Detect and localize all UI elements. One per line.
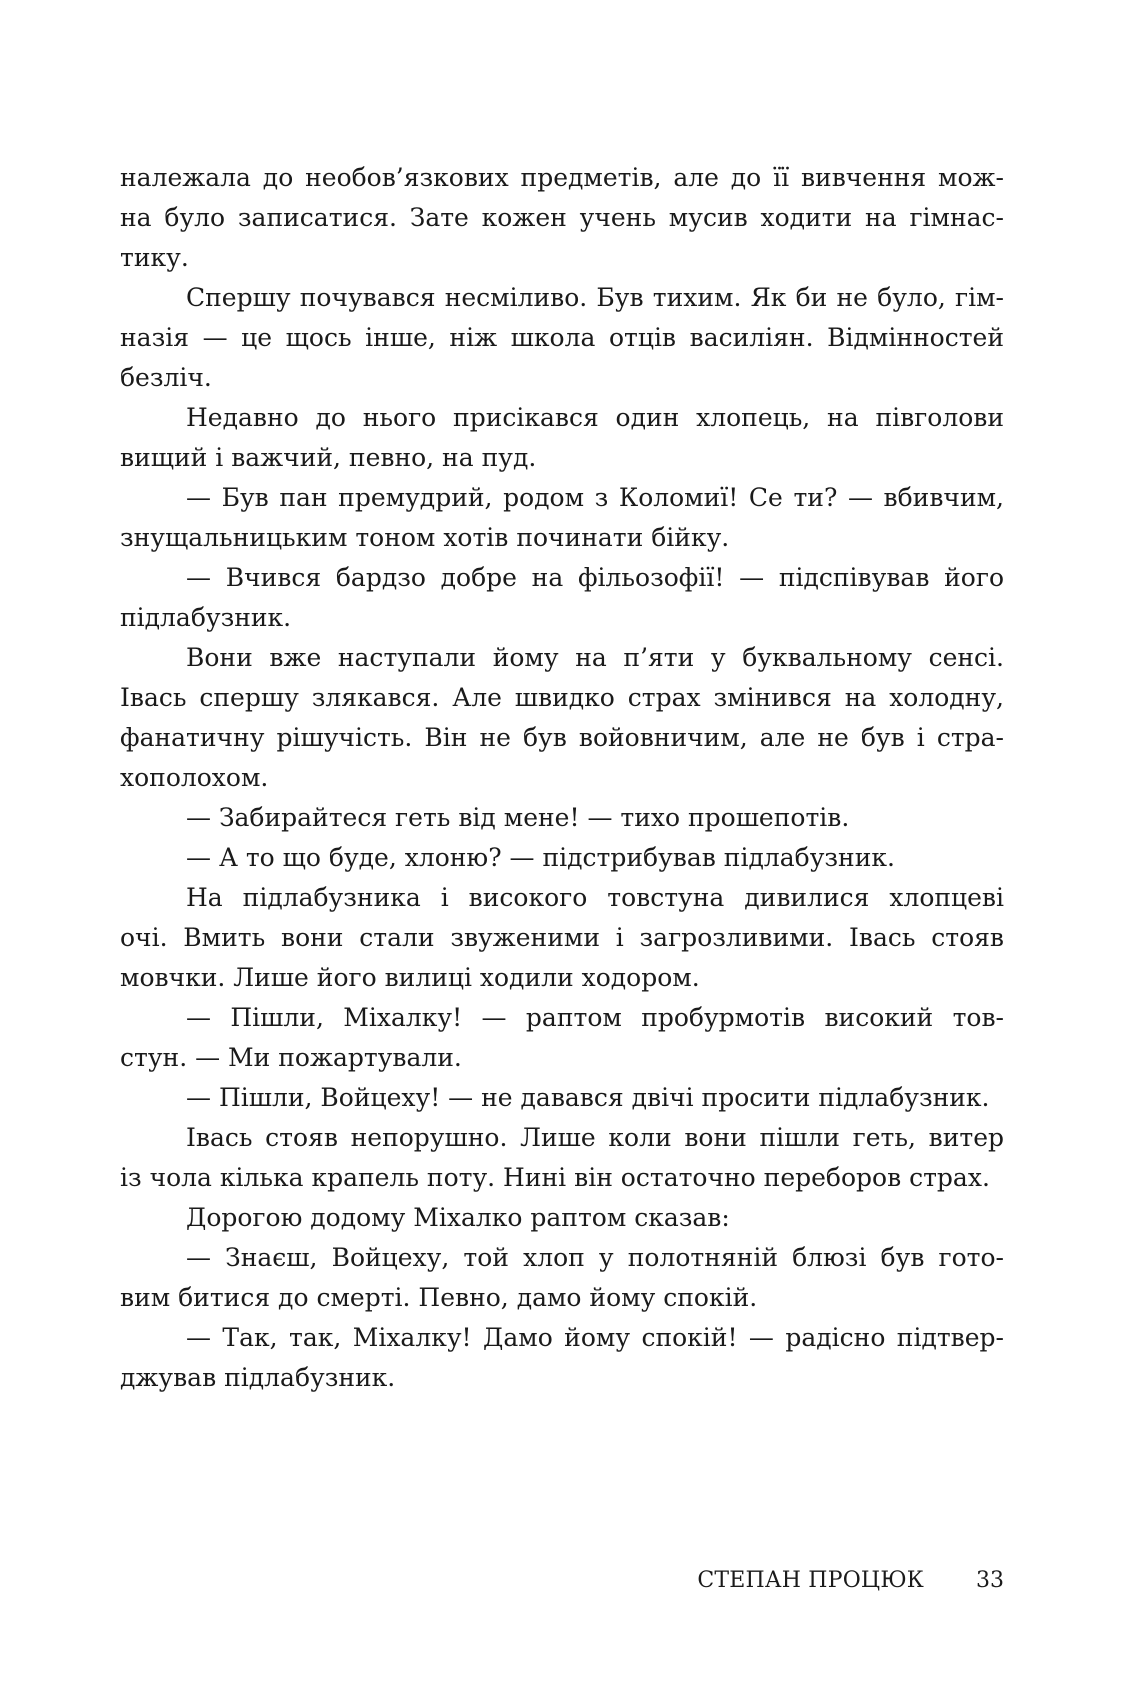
text-line: фанатичну рішучість. Він не був войовничим, але не був і стра-	[120, 723, 1004, 752]
text-line: належала до необов’язкових предметів, але до її вивчення мож-	[120, 163, 1004, 192]
text-line: стун. — Ми пожартували.	[120, 1043, 462, 1072]
text-line: — Вчився бардзо добре на фільозофії! — підспівував його	[186, 563, 1004, 592]
text-line: — Так, так, Міхалку! Дамо йому спокій! — радісно підтвер-	[186, 1323, 1004, 1352]
text-line: вищий і важчий, певно, на пуд.	[120, 443, 537, 472]
paragraph	[120, 798, 1004, 838]
text-line: — Знаєш, Войцеху, той хлоп у полотняній блюзі був гото-	[186, 1243, 1004, 1272]
text-line: вим битися до смерті. Певно, дамо йому спокій.	[120, 1283, 758, 1312]
paragraph	[120, 878, 1004, 998]
text-line: — А то що буде, хлоню? — підстрибував підлабузник.	[186, 843, 895, 872]
paragraph	[120, 158, 1004, 278]
text-line: — Пішли, Міхалку! — раптом пробурмотів високий тов-	[186, 1003, 1004, 1032]
paragraph	[120, 1318, 1004, 1398]
page-number: 33	[976, 1568, 1004, 1593]
paragraph	[120, 638, 1004, 798]
text-line: — Був пан премудрий, родом з Коломиї! Се ти? — вбивчим,	[186, 483, 1004, 512]
paragraph	[120, 1118, 1004, 1198]
text-line: — Пішли, Войцеху! — не давався двічі просити підлабузник.	[186, 1083, 990, 1112]
text-line: — Забирайтеся геть від мене! — тихо прошепотів.	[186, 803, 850, 832]
text-line: знущальницьким тоном хотів починати бійку.	[120, 523, 730, 552]
paragraph	[120, 398, 1004, 478]
text-line: джував підлабузник.	[120, 1363, 396, 1392]
paragraph	[120, 558, 1004, 638]
running-footer	[697, 1564, 1004, 1598]
text-line: На підлабузника і високого товстуна дивилися хлопцеві	[186, 883, 1004, 912]
text-line: із чола кілька крапель поту. Нині він остаточно переборов страх.	[120, 1163, 990, 1192]
paragraph	[120, 1198, 1004, 1238]
text-line: безліч.	[120, 363, 212, 392]
paragraph	[120, 1078, 1004, 1118]
paragraph	[120, 278, 1004, 398]
text-line: на було записатися. Зате кожен учень мусив ходити на гімнас-	[120, 203, 1004, 232]
body-text	[120, 158, 1004, 1398]
author-name: СТЕПАН ПРОЦЮК	[697, 1568, 924, 1593]
paragraph	[120, 478, 1004, 558]
text-line: Спершу почувався несміливо. Був тихим. Як би не було, гім-	[186, 283, 1004, 312]
text-line: хополохом.	[120, 763, 269, 792]
text-line: Дорогою додому Міхалко раптом сказав:	[186, 1203, 730, 1232]
paragraph	[120, 1238, 1004, 1318]
text-line: тику.	[120, 243, 189, 272]
text-line: Івась спершу злякався. Але швидко страх змінився на холодну,	[120, 683, 1004, 712]
paragraph	[120, 838, 1004, 878]
text-line: Вони вже наступали йому на п’яти у буквальному сенсі.	[186, 643, 1004, 672]
text-line: мовчки. Лише його вилиці ходили ходором.	[120, 963, 700, 992]
paragraph	[120, 998, 1004, 1078]
text-line: Івась стояв непорушно. Лише коли вони пішли геть, витер	[186, 1123, 1004, 1152]
text-line: підлабузник.	[120, 603, 292, 632]
text-line: Недавно до нього присікався один хлопець, на півголови	[186, 403, 1004, 432]
text-line: назія — це щось інше, ніж школа отців василіян. Відмінностей	[120, 323, 1004, 352]
text-line: очі. Вмить вони стали звуженими і загрозливими. Івась стояв	[120, 923, 1004, 952]
